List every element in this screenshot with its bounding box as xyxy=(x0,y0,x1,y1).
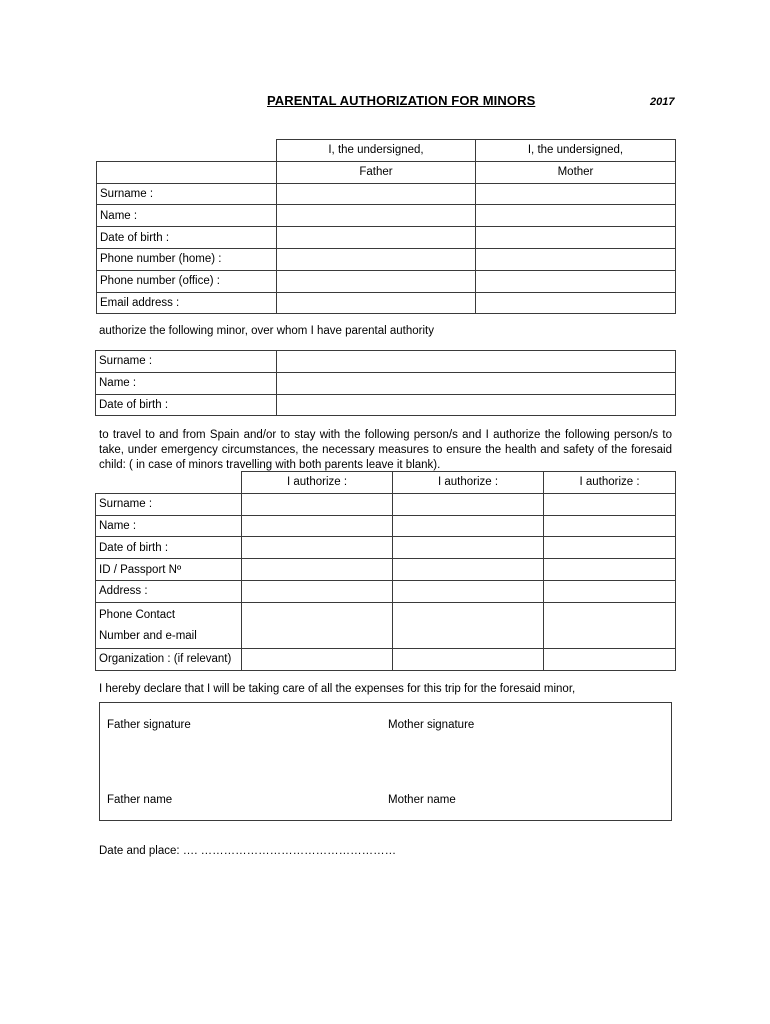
table-row xyxy=(96,648,676,670)
table-row xyxy=(97,183,676,205)
person3-organization-field[interactable] xyxy=(544,648,676,670)
parents-table xyxy=(96,139,676,314)
auth-label-contact xyxy=(96,602,242,648)
person2-organization-field[interactable] xyxy=(393,648,544,670)
person2-id-field[interactable] xyxy=(393,559,544,581)
minor-dob-field[interactable] xyxy=(277,394,676,416)
person2-address-field[interactable] xyxy=(393,580,544,602)
person3-name-field[interactable] xyxy=(544,515,676,537)
table-row xyxy=(96,602,676,648)
father-surname-field[interactable] xyxy=(277,183,476,205)
authorize-header-1: I authorize : xyxy=(242,472,393,494)
auth-label-dob: Date of birth : xyxy=(96,537,242,559)
father-header: Father xyxy=(277,161,476,183)
person3-contact-field[interactable] xyxy=(544,602,676,648)
minor-intro-text: authorize the following minor, over whom I have parental authority xyxy=(99,325,434,337)
auth-label-organization: Organization : (if relevant) xyxy=(96,648,242,670)
mother-surname-field[interactable] xyxy=(476,183,676,205)
mother-phone-home-field[interactable] xyxy=(476,248,676,270)
father-name-label: Father name xyxy=(107,794,173,806)
mother-signature-label: Mother signature xyxy=(388,719,475,731)
mother-phone-office-field[interactable] xyxy=(476,270,676,292)
minor-label-dob: Date of birth : xyxy=(96,394,277,416)
mother-name-label: Mother name xyxy=(388,794,456,806)
date-and-place: Date and place: …. …………………………………………… xyxy=(99,845,397,857)
authorize-header-2: I authorize : xyxy=(393,472,544,494)
father-dob-field[interactable] xyxy=(277,227,476,249)
person2-surname-field[interactable] xyxy=(393,493,544,515)
auth-label-address: Address : xyxy=(96,580,242,602)
mother-undersigned-header: I, the undersigned, xyxy=(476,140,676,162)
person1-name-field[interactable] xyxy=(242,515,393,537)
table-row xyxy=(96,493,676,515)
table-row xyxy=(96,394,676,416)
person1-surname-field[interactable] xyxy=(242,493,393,515)
table-row xyxy=(97,292,676,314)
mother-email-field[interactable] xyxy=(476,292,676,314)
father-email-field[interactable] xyxy=(277,292,476,314)
person1-dob-field[interactable] xyxy=(242,537,393,559)
person3-dob-field[interactable] xyxy=(544,537,676,559)
person3-surname-field[interactable] xyxy=(544,493,676,515)
person2-contact-field[interactable] xyxy=(393,602,544,648)
auth-label-surname: Surname : xyxy=(96,493,242,515)
contact-label-line2: Number and e-mail xyxy=(99,630,197,643)
mother-header: Mother xyxy=(476,161,676,183)
document-year: 2017 xyxy=(650,96,675,108)
row-label-dob: Date of birth : xyxy=(97,227,277,249)
mother-name-field[interactable] xyxy=(476,205,676,227)
table-row xyxy=(96,559,676,581)
row-label-surname: Surname : xyxy=(97,183,277,205)
minor-label-surname: Surname : xyxy=(96,351,277,373)
travel-authorization-text: to travel to and from Spain and/or to stay with the following person/s and I authorize the following person/s to take, under emergency circumstances, the necessary measures to ensure the health and safety of the foresaid child: ( in case of minors travelling with both parents leave it blank). xyxy=(99,429,672,471)
table-row xyxy=(97,248,676,270)
person1-id-field[interactable] xyxy=(242,559,393,581)
authorize-header-row xyxy=(96,472,676,494)
blank-label-cell xyxy=(97,161,277,183)
parents-header-row-2 xyxy=(97,161,676,183)
minor-label-name: Name : xyxy=(96,372,277,394)
authorized-persons-table xyxy=(95,471,676,671)
authorize-header-3: I authorize : xyxy=(544,472,676,494)
father-phone-home-field[interactable] xyxy=(277,248,476,270)
minor-name-field[interactable] xyxy=(277,372,676,394)
table-row xyxy=(96,580,676,602)
father-name-field[interactable] xyxy=(277,205,476,227)
person2-name-field[interactable] xyxy=(393,515,544,537)
father-signature-label: Father signature xyxy=(107,719,191,731)
father-undersigned-header: I, the undersigned, xyxy=(277,140,476,162)
table-row xyxy=(96,351,676,373)
person3-address-field[interactable] xyxy=(544,580,676,602)
auth-label-name: Name : xyxy=(96,515,242,537)
row-label-email: Email address : xyxy=(97,292,277,314)
signature-box xyxy=(99,702,672,821)
row-label-phone-home: Phone number (home) : xyxy=(97,248,277,270)
person3-id-field[interactable] xyxy=(544,559,676,581)
contact-label-line1: Phone Contact xyxy=(99,608,176,621)
father-phone-office-field[interactable] xyxy=(277,270,476,292)
auth-label-id: ID / Passport Nº xyxy=(96,559,242,581)
blank-corner xyxy=(96,472,242,494)
mother-dob-field[interactable] xyxy=(476,227,676,249)
person1-contact-field[interactable] xyxy=(242,602,393,648)
table-row xyxy=(97,205,676,227)
row-label-name: Name : xyxy=(97,205,277,227)
table-row xyxy=(97,270,676,292)
person1-organization-field[interactable] xyxy=(242,648,393,670)
person2-dob-field[interactable] xyxy=(393,537,544,559)
minor-surname-field[interactable] xyxy=(277,351,676,373)
declaration-text: I hereby declare that I will be taking care of all the expenses for this trip for the foresaid minor, xyxy=(99,683,576,695)
table-row xyxy=(96,537,676,559)
table-row xyxy=(96,372,676,394)
table-row xyxy=(96,515,676,537)
blank-corner xyxy=(97,140,277,162)
person1-address-field[interactable] xyxy=(242,580,393,602)
page-title: PARENTAL AUTHORIZATION FOR MINORS xyxy=(267,93,536,108)
row-label-phone-office: Phone number (office) : xyxy=(97,270,277,292)
table-row xyxy=(97,227,676,249)
minor-table xyxy=(95,350,676,416)
parents-header-row-1 xyxy=(97,140,676,162)
